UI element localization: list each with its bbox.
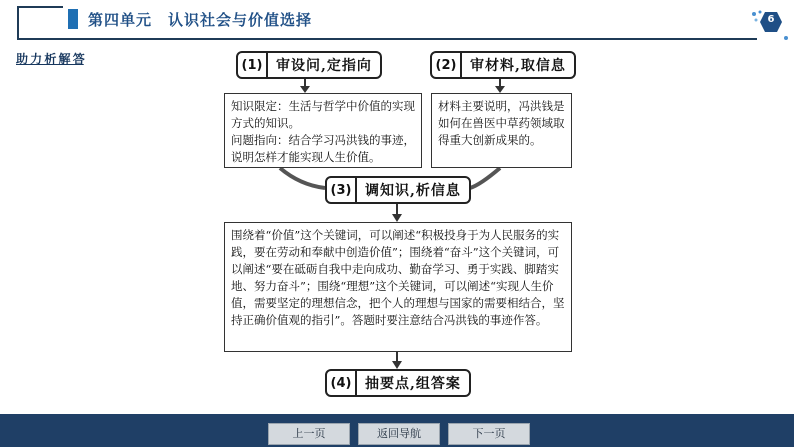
header-corner-decoration	[17, 6, 63, 38]
side-label: 助 力 析 解 答	[16, 52, 84, 66]
step-label: 调知识,析信息	[365, 183, 461, 199]
step-3	[325, 176, 471, 204]
return-nav-button[interactable]: 返回导航	[358, 423, 440, 445]
step-number: (4)	[330, 375, 352, 391]
next-page-button[interactable]: 下一页	[448, 423, 530, 445]
step-number: (1)	[241, 57, 263, 73]
header-divider	[17, 38, 757, 40]
header	[0, 0, 794, 40]
box-line: 问题指向：结合学习冯洪钱的事迹，说明怎样才能实现人生价值。	[231, 133, 415, 164]
step-1	[236, 51, 382, 79]
step-number: (3)	[330, 182, 352, 198]
header-accent-bar	[68, 9, 78, 29]
step-2	[430, 51, 576, 79]
prev-page-button[interactable]: 上一页	[268, 423, 350, 445]
box-line: 知识限定：生活与哲学中价值的实现方式的知识。	[231, 99, 415, 130]
step-label: 审设问,定指向	[276, 58, 372, 74]
page-number: 6	[767, 14, 775, 25]
analysis-box	[224, 222, 572, 352]
step-4	[325, 369, 471, 397]
step-number: (2)	[435, 57, 457, 73]
page-number-badge	[760, 12, 782, 32]
step-label: 抽要点,组答案	[365, 376, 461, 392]
knowledge-box	[224, 93, 422, 168]
step-label: 审材料,取信息	[470, 58, 566, 74]
box-text: 围绕着“价值”这个关键词，可以阐述“积极投身于为人民服务的实践，要在劳动和奉献中创造价值”；围绕着“奋斗”这个关键词，可以阐述“要在砥砺自我中走向成功、勤奋学习、勇于实践、脚踏实地、努力奋斗”；围绕“理想”这个关键词，可以阐述“实现人生价值，需要坚定的理想信念，把个人的理想与国家的需要相结合，坚持正确价值观的指引”。答题时要注意结合冯洪钱的事迹作答。	[231, 228, 565, 327]
material-box	[431, 93, 572, 168]
footer-nav	[0, 414, 794, 447]
box-text: 材料主要说明，冯洪钱是如何在兽医中草药领域取得重大创新成果的。	[438, 99, 565, 147]
unit-title: 第四单元 认识社会与价值选择	[88, 11, 313, 29]
